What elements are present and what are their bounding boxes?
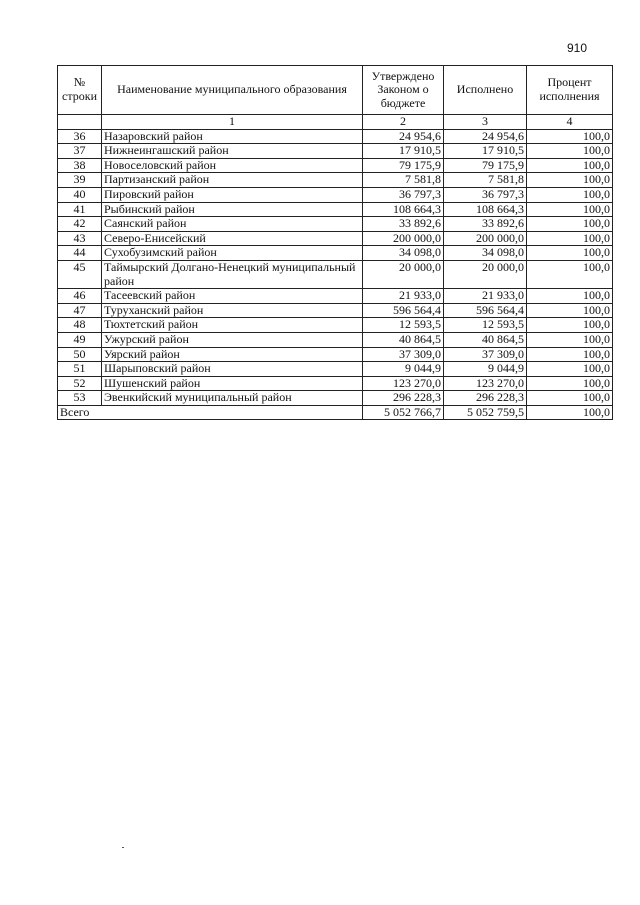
approved-amount: 20 000,0 xyxy=(363,260,444,288)
executed-amount: 108 664,3 xyxy=(444,202,527,217)
total-row xyxy=(58,405,613,420)
executed-amount: 9 044,9 xyxy=(444,362,527,377)
table-header-row xyxy=(58,66,613,115)
execution-percent: 100,0 xyxy=(527,289,613,304)
column-number: 3 xyxy=(444,115,527,130)
total-approved: 5 052 766,7 xyxy=(363,405,444,420)
approved-amount: 9 044,9 xyxy=(363,362,444,377)
municipality-name: Уярский район xyxy=(102,347,363,362)
table-row xyxy=(58,332,613,347)
approved-amount: 200 000,0 xyxy=(363,231,444,246)
executed-amount: 17 910,5 xyxy=(444,144,527,159)
execution-percent: 100,0 xyxy=(527,318,613,333)
header-row-number: № строки xyxy=(58,66,102,115)
row-number: 50 xyxy=(58,347,102,362)
execution-percent: 100,0 xyxy=(527,332,613,347)
row-number: 41 xyxy=(58,202,102,217)
executed-amount: 21 933,0 xyxy=(444,289,527,304)
row-number: 37 xyxy=(58,144,102,159)
municipality-name: Таймырский Долгано-Ненецкий муниципальный район xyxy=(102,260,363,288)
municipality-name: Северо-Енисейский xyxy=(102,231,363,246)
table-row xyxy=(58,129,613,144)
municipality-name: Саянский район xyxy=(102,217,363,232)
approved-amount: 7 581,8 xyxy=(363,173,444,188)
row-number: 40 xyxy=(58,187,102,202)
approved-amount: 24 954,6 xyxy=(363,129,444,144)
executed-amount: 34 098,0 xyxy=(444,246,527,261)
municipality-name: Нижнеингашский район xyxy=(102,144,363,159)
table-row xyxy=(58,217,613,232)
executed-amount: 596 564,4 xyxy=(444,303,527,318)
municipality-name: Ужурский район xyxy=(102,332,363,347)
execution-percent: 100,0 xyxy=(527,202,613,217)
municipality-name: Новоселовский район xyxy=(102,158,363,173)
execution-percent: 100,0 xyxy=(527,144,613,159)
row-number: 44 xyxy=(58,246,102,261)
table-row xyxy=(58,289,613,304)
approved-amount: 34 098,0 xyxy=(363,246,444,261)
column-number-blank xyxy=(58,115,102,130)
row-number: 43 xyxy=(58,231,102,246)
column-number: 2 xyxy=(363,115,444,130)
table-row xyxy=(58,246,613,261)
execution-percent: 100,0 xyxy=(527,158,613,173)
municipality-name: Рыбинский район xyxy=(102,202,363,217)
row-number: 48 xyxy=(58,318,102,333)
execution-percent: 100,0 xyxy=(527,129,613,144)
table-row xyxy=(58,391,613,406)
execution-percent: 100,0 xyxy=(527,187,613,202)
executed-amount: 37 309,0 xyxy=(444,347,527,362)
executed-amount: 12 593,5 xyxy=(444,318,527,333)
row-number: 53 xyxy=(58,391,102,406)
executed-amount: 7 581,8 xyxy=(444,173,527,188)
table-row xyxy=(58,158,613,173)
page-number: 910 xyxy=(567,41,588,55)
table-row xyxy=(58,144,613,159)
approved-amount: 36 797,3 xyxy=(363,187,444,202)
table-row xyxy=(58,260,613,288)
executed-amount: 33 892,6 xyxy=(444,217,527,232)
municipality-name: Тасеевский район xyxy=(102,289,363,304)
row-number: 45 xyxy=(58,260,102,288)
table-row xyxy=(58,303,613,318)
municipality-name: Сухобузимский район xyxy=(102,246,363,261)
row-number: 47 xyxy=(58,303,102,318)
approved-amount: 17 910,5 xyxy=(363,144,444,159)
table-row xyxy=(58,202,613,217)
municipality-name: Пировский район xyxy=(102,187,363,202)
approved-amount: 12 593,5 xyxy=(363,318,444,333)
header-approved: Утверждено Законом о бюджете xyxy=(363,66,444,115)
execution-percent: 100,0 xyxy=(527,362,613,377)
approved-amount: 40 864,5 xyxy=(363,332,444,347)
municipality-name: Эвенкийский муниципальный район xyxy=(102,391,363,406)
executed-amount: 40 864,5 xyxy=(444,332,527,347)
row-number: 52 xyxy=(58,376,102,391)
approved-amount: 596 564,4 xyxy=(363,303,444,318)
execution-percent: 100,0 xyxy=(527,303,613,318)
table-row xyxy=(58,187,613,202)
row-number: 36 xyxy=(58,129,102,144)
table-row xyxy=(58,231,613,246)
row-number: 38 xyxy=(58,158,102,173)
table-row xyxy=(58,173,613,188)
approved-amount: 123 270,0 xyxy=(363,376,444,391)
municipality-name: Шарыповский район xyxy=(102,362,363,377)
table-row xyxy=(58,376,613,391)
approved-amount: 108 664,3 xyxy=(363,202,444,217)
executed-amount: 296 228,3 xyxy=(444,391,527,406)
execution-percent: 100,0 xyxy=(527,260,613,288)
column-number: 1 xyxy=(102,115,363,130)
municipality-name: Партизанский район xyxy=(102,173,363,188)
executed-amount: 123 270,0 xyxy=(444,376,527,391)
execution-percent: 100,0 xyxy=(527,391,613,406)
municipality-name: Назаровский район xyxy=(102,129,363,144)
executed-amount: 36 797,3 xyxy=(444,187,527,202)
municipality-name: Шушенский район xyxy=(102,376,363,391)
approved-amount: 21 933,0 xyxy=(363,289,444,304)
execution-percent: 100,0 xyxy=(527,231,613,246)
executed-amount: 200 000,0 xyxy=(444,231,527,246)
row-number: 46 xyxy=(58,289,102,304)
approved-amount: 79 175,9 xyxy=(363,158,444,173)
municipality-name: Тюхтетский район xyxy=(102,318,363,333)
header-percent: Процент исполнения xyxy=(527,66,613,115)
row-number: 42 xyxy=(58,217,102,232)
execution-percent: 100,0 xyxy=(527,217,613,232)
total-label: Всего xyxy=(58,405,363,420)
execution-percent: 100,0 xyxy=(527,347,613,362)
municipality-name: Туруханский район xyxy=(102,303,363,318)
header-municipality-name: Наименование муниципального образования xyxy=(102,66,363,115)
approved-amount: 296 228,3 xyxy=(363,391,444,406)
row-number: 39 xyxy=(58,173,102,188)
execution-percent: 100,0 xyxy=(527,246,613,261)
approved-amount: 37 309,0 xyxy=(363,347,444,362)
table-body xyxy=(58,129,613,405)
budget-execution-table xyxy=(57,65,613,420)
executed-amount: 20 000,0 xyxy=(444,260,527,288)
executed-amount: 79 175,9 xyxy=(444,158,527,173)
row-number: 49 xyxy=(58,332,102,347)
total-executed: 5 052 759,5 xyxy=(444,405,527,420)
header-executed: Исполнено xyxy=(444,66,527,115)
execution-percent: 100,0 xyxy=(527,173,613,188)
table-row xyxy=(58,347,613,362)
row-number: 51 xyxy=(58,362,102,377)
total-percent: 100,0 xyxy=(527,405,613,420)
table-row xyxy=(58,362,613,377)
table-row xyxy=(58,318,613,333)
executed-amount: 24 954,6 xyxy=(444,129,527,144)
scan-speck xyxy=(122,847,124,848)
approved-amount: 33 892,6 xyxy=(363,217,444,232)
execution-percent: 100,0 xyxy=(527,376,613,391)
column-number-row xyxy=(58,115,613,130)
column-number: 4 xyxy=(527,115,613,130)
